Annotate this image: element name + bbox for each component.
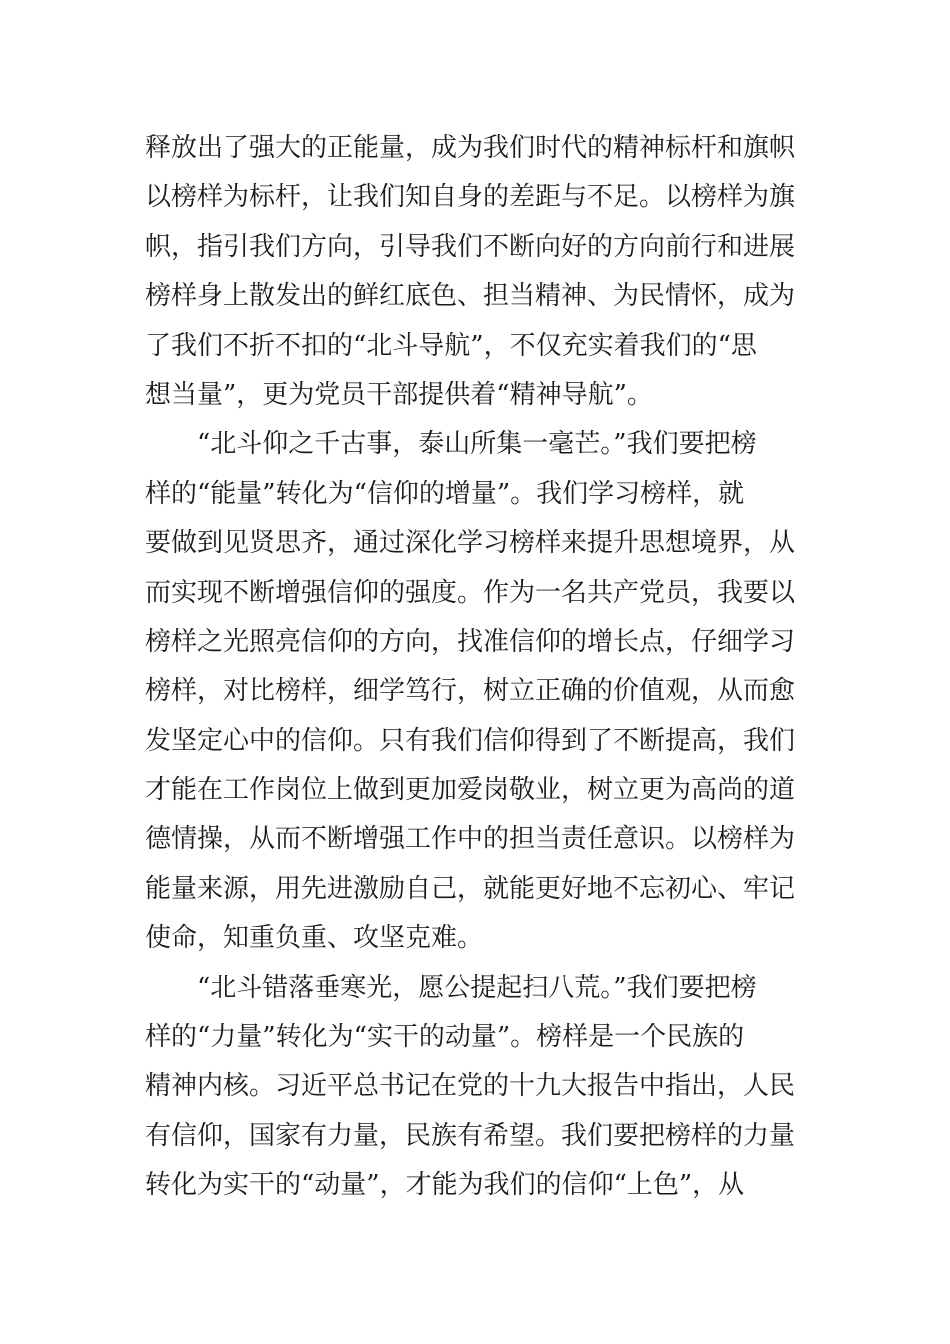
text-line: 转化为实干的“动量”，才能为我们的信仰“上色”，从 bbox=[145, 1170, 745, 1201]
text-line: 释放出了强大的正能量，成为我们时代的精神标杆和旗帜 bbox=[145, 133, 796, 163]
text-line: 而实现不断增强信仰的强度。作为一名共产党员，我要以 bbox=[145, 577, 796, 608]
text-line: 样的“力量”转化为“实干的动量”。榜样是一个民族的 bbox=[145, 1022, 745, 1053]
text-line: 榜样，对比榜样，细学笃行，树立正确的价值观，从而愈 bbox=[145, 676, 796, 707]
text-line: 样的“能量”转化为“信仰的增量”。我们学习榜样，就 bbox=[145, 478, 745, 509]
document-body bbox=[145, 124, 807, 1211]
text-line: 想当量”，更为党员干部提供着“精神导航”。 bbox=[145, 379, 653, 410]
text-line: 发坚定心中的信仰。只有我们信仰得到了不断提高，我们 bbox=[145, 725, 796, 756]
text-line: “北斗仰之千古事，泰山所集一毫芒。”我们要把榜 bbox=[197, 429, 757, 460]
text-line: 榜样身上散发出的鲜红底色、担当精神、为民情怀，成为 bbox=[145, 281, 796, 312]
text-line: 才能在工作岗位上做到更加爱岗敬业，树立更为高尚的道 bbox=[145, 775, 796, 806]
text-line: 精神内核。习近平总书记在党的十九大报告中指出，人民 bbox=[145, 1071, 796, 1102]
text-line: 德情操，从而不断增强工作中的担当责任意识。以榜样为 bbox=[145, 824, 796, 855]
text-line: “北斗错落垂寒光，愿公提起扫八荒。”我们要把榜 bbox=[197, 972, 757, 1003]
text-line: 要做到见贤思齐，通过深化学习榜样来提升思想境界，从 bbox=[145, 528, 796, 559]
text-line: 以榜样为标杆，让我们知自身的差距与不足。以榜样为旗 bbox=[145, 182, 796, 213]
text-line: 使命，知重负重、攻坚克难。 bbox=[145, 923, 484, 954]
text-line: 帜，指引我们方向，引导我们不断向好的方向前行和进展 bbox=[145, 231, 796, 262]
text-line: 了我们不折不扣的“北斗导航”，不仅充实着我们的“思 bbox=[145, 330, 757, 361]
text-line: 能量来源，用先进激励自己，就能更好地不忘初心、牢记 bbox=[145, 873, 796, 904]
text-line: 榜样之光照亮信仰的方向，找准信仰的增长点，仔细学习 bbox=[145, 626, 796, 657]
text-line: 有信仰，国家有力量，民族有希望。我们要把榜样的力量 bbox=[145, 1120, 796, 1151]
